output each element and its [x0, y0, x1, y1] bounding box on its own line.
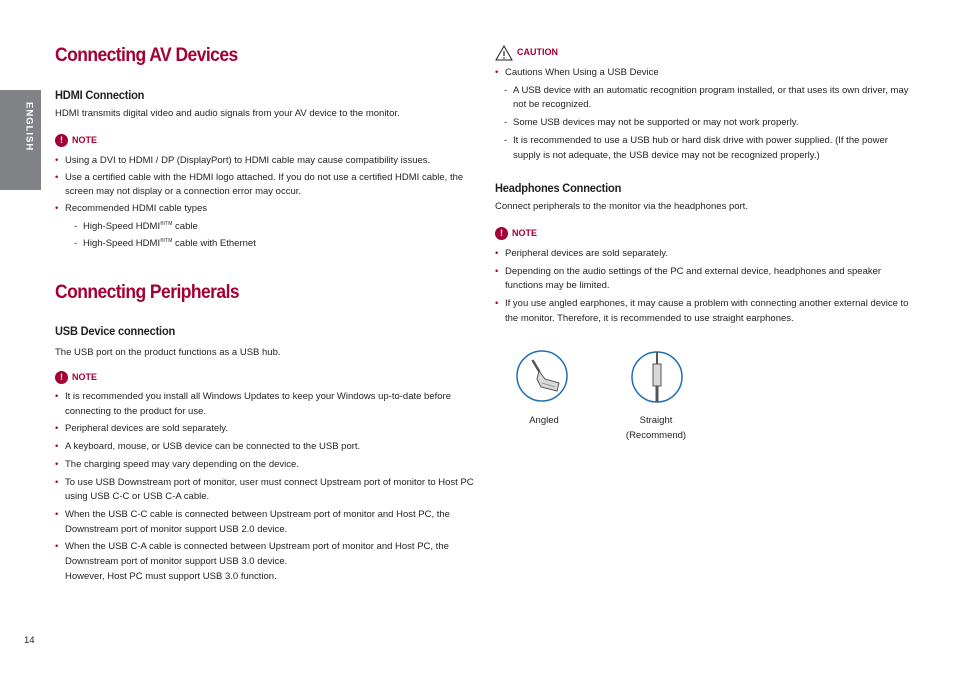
exclamation-icon: ! [55, 134, 68, 147]
cable-type-suffix: cable with Ethernet [175, 237, 256, 249]
section-title-av: Connecting AV Devices [55, 45, 238, 66]
list-item: • Peripheral devices are sold separately. [55, 422, 477, 437]
caution-list [495, 66, 910, 163]
list-item: • If you use angled earphones, it may cause a problem with connecting another external device to the monitor. Therefore, it is recommended to use straight earphones. [495, 297, 913, 326]
hdmi-description: HDMI transmits digital video and audio signals from your AV device to the monitor. [55, 108, 400, 119]
note-label: NOTE [512, 228, 538, 238]
cable-type-prefix: High-Speed HDMI [83, 237, 161, 249]
cable-type-item [65, 220, 475, 235]
note-label: NOTE [72, 135, 98, 145]
figure-caption-straight-sub: (Recommend) [625, 429, 687, 441]
figure-caption-angled: Angled [529, 415, 559, 426]
usb-note-list [55, 390, 477, 585]
cable-type-item [65, 237, 475, 252]
caution-header [495, 45, 558, 61]
cable-type-suffix: cable [175, 220, 198, 232]
list-item: • When the USB C-C cable is connected between Upstream port of monitor and Host PC, the Downstream port of monitor support USB 2.0 device. [55, 508, 477, 537]
straight-earphone-figure [630, 350, 684, 404]
language-tab [0, 90, 41, 190]
headphones-description: Connect peripherals to the monitor via the headphones port. [495, 201, 748, 212]
headphones-note-list [495, 247, 913, 327]
heading-usb: USB Device connection [55, 324, 176, 338]
exclamation-icon: ! [495, 227, 508, 240]
list-item: • The charging speed may vary depending on the device. [55, 458, 477, 473]
trademark-mark: ®/TM [160, 220, 173, 227]
list-item [55, 202, 475, 251]
list-item-text: Cautions When Using a USB Device [505, 67, 659, 78]
figure-caption-straight-label: Straight [639, 415, 673, 426]
caution-subitem: - Some USB devices may not be supported or may not work properly. [495, 116, 910, 131]
section-title-peripherals: Connecting Peripherals [55, 282, 240, 303]
heading-hdmi: HDMI Connection [55, 88, 145, 102]
usb-note-header [55, 371, 97, 385]
language-tab-label: ENGLISH [23, 102, 35, 152]
list-item: • Peripheral devices are sold separately. [495, 247, 913, 262]
hdmi-note-header [55, 134, 97, 148]
heading-headphones: Headphones Connection [495, 181, 622, 195]
list-item-text: When the USB C-A cable is connected between Upstream port of monitor and Host PC, the Downstream port of monitor support USB 3.0 device. [65, 541, 449, 568]
usb-description: The USB port on the product functions as a USB hub. [55, 347, 281, 358]
list-item-text: Recommended HDMI cable types [65, 203, 208, 215]
angled-earphone-figure [515, 349, 569, 403]
page-number: 14 [24, 635, 35, 646]
caution-subitem: - It is recommended to use a USB hub or hard disk drive with power supplied. (If the power supply is not adequate, the USB device may not be recognized properly.) [495, 134, 910, 163]
exclamation-icon: ! [55, 371, 68, 384]
list-item [55, 540, 477, 584]
caution-subitem: - A USB device with an automatic recognition program installed, or that uses its own driver, may not be recognized. [495, 84, 910, 113]
list-item-extra: However, Host PC must support USB 3.0 function. [65, 570, 277, 582]
list-item: • Use a certified cable with the HDMI logo attached. If you do not use a certified HDMI cable, the screen may not display or a connection error may occur. [55, 171, 475, 200]
hdmi-note-list [55, 154, 475, 251]
trademark-mark: ®/TM [160, 237, 173, 244]
list-item: • Depending on the audio settings of the PC and external device, headphones and speaker functions may be limited. [495, 265, 913, 294]
list-item: • A keyboard, mouse, or USB device can be connected to the USB port. [55, 440, 477, 455]
warning-triangle-icon [495, 45, 513, 61]
list-item: • It is recommended you install all Windows Updates to keep your Windows up-to-date before connecting to the product for use. [55, 390, 477, 419]
cable-type-list [65, 220, 475, 251]
caution-sublist [495, 84, 910, 164]
list-item: • To use USB Downstream port of monitor, user must connect Upstream port of monitor to Host PC using USB C-C or USB C-A cable. [55, 476, 477, 505]
caution-label: CAUTION [517, 47, 558, 58]
headphones-note-header [495, 227, 537, 241]
cable-type-prefix: High-Speed HDMI [83, 220, 161, 232]
list-item [495, 66, 910, 163]
note-label: NOTE [72, 372, 98, 382]
figure-caption-straight [616, 414, 696, 443]
list-item: • Using a DVI to HDMI / DP (DisplayPort) to HDMI cable may cause compatibility issues. [55, 154, 475, 169]
